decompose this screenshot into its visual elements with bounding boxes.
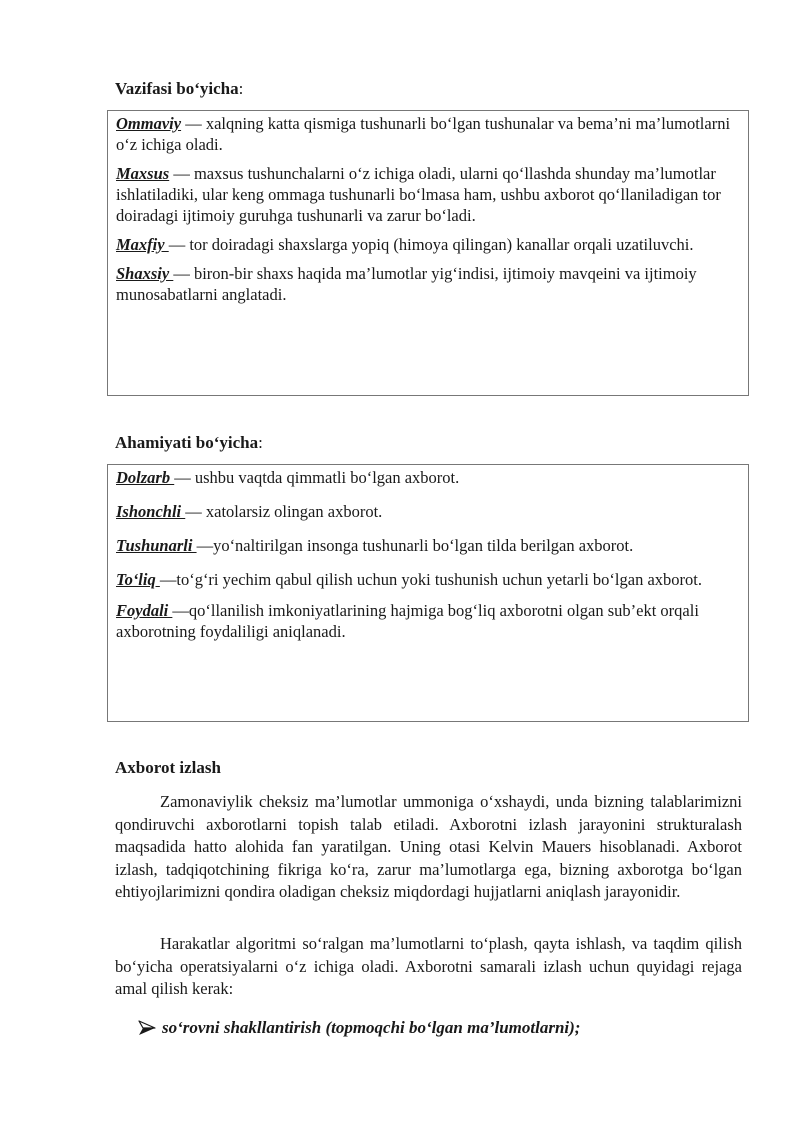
importance-definition: —yo‘naltirilgan insonga tushunarli bo‘lgan tilda berilgan axborot. [196,536,634,555]
body-paragraph: Zamonaviylik cheksiz ma’lumotlar ummoniga o‘xshaydi, unda bizning talablarimizni qondiruvchi axborotlarni topish talab etiladi. Axborotni izlash jarayonini strukturalash maqsadida hatto alohida fan yaratilgan. Uning otasi Kelvin Mauers hisoblanadi. Axborot izlash, tadqiqotchining fikriga ko‘ra, zarur ma’lumotlarga ega, bizning axborotga bo‘lgan ehtiyojlarimizni qondira oladigan cheksiz miqdordagi hujjatlarni aniqlash jarayonidir. [115,792,742,901]
function-term: Shaxsiy [116,264,174,283]
arrow-bullet-icon [138,1020,156,1036]
importance-term: To‘liq [116,570,160,589]
function-term: Maxsus [116,164,170,183]
function-definition: — maxsus tushunchalarni o‘z ichiga oladi, ularni qo‘llashda shunday ma’lumotlar ishlatiladiki, ular keng ommaga tushunarli bo‘lmasa ham, ushbu axborot qo‘llaniladigan tor doiradagi ijtimoiy guruhga tushunarli va zarur bo‘ladi. [116,164,721,225]
importance-definition: —to‘g‘ri yechim qabul qilish uchun yoki tushunish uchun yetarli bo‘lgan axborot. [159,570,702,589]
function-box [107,110,749,396]
importance-item [116,600,740,642]
importance-item [116,535,740,556]
function-definition: — tor doiradagi shaxslarga yopiq (himoya qilingan) kanallar orqali uzatiluvchi. [168,235,694,254]
importance-box [107,464,749,722]
function-item [116,263,740,305]
importance-term: Ishonchli [116,502,186,521]
importance-definition: —qo‘llanilish imkoniyatlarining hajmiga bog‘liq axborotni olgan sub’ekt orqali axborotning foydaliligi aniqlanadi. [116,601,699,641]
body-paragraph: Harakatlar algoritmi so‘ralgan ma’lumotlarni to‘plash, qayta ishlash, va taqdim qilish bo‘yicha operatsiyalarni o‘z ichiga oladi. Axborotni samarali izlash uchun quyidagi rejaga amal qilish kerak: [115,934,742,998]
importance-term: Dolzarb [116,468,175,487]
importance-term: Tushunarli [116,536,197,555]
function-item [116,234,740,255]
function-heading-text: Vazifasi bo‘yicha [115,79,239,98]
importance-heading-colon: : [258,433,263,452]
importance-heading-text: Ahamiyati bo‘yicha [115,433,259,452]
importance-term: Foydali [116,601,173,620]
bullet-text: so‘rovni shakllantirish (topmoqchi bo‘lgan ma’lumotlarni); [162,1018,581,1037]
section-title: Axborot izlash [115,758,221,777]
function-heading [115,79,243,99]
function-heading-colon: : [238,79,244,98]
importance-item [116,501,740,522]
function-term: Maxfiy [116,235,169,254]
function-item [116,113,740,155]
importance-definition: — ushbu vaqtda qimmatli bo‘lgan axborot. [174,468,460,487]
importance-heading [115,433,263,453]
importance-item [116,467,740,488]
function-term: Ommaviy [116,114,182,133]
function-item [116,163,740,226]
importance-definition: — xatolarsiz olingan axborot. [185,502,383,521]
importance-item [116,569,740,590]
bullet-item [138,1018,580,1038]
function-definition: — xalqning katta qismiga tushunarli bo‘lgan tushunalar va bema’ni ma’lumotlarni o‘z ichiga oladi. [116,114,731,154]
function-definition: — biron-bir shaxs haqida ma’lumotlar yig‘indisi, ijtimoiy mavqeini va ijtimoiy munosabatlarni anglatadi. [116,264,697,304]
